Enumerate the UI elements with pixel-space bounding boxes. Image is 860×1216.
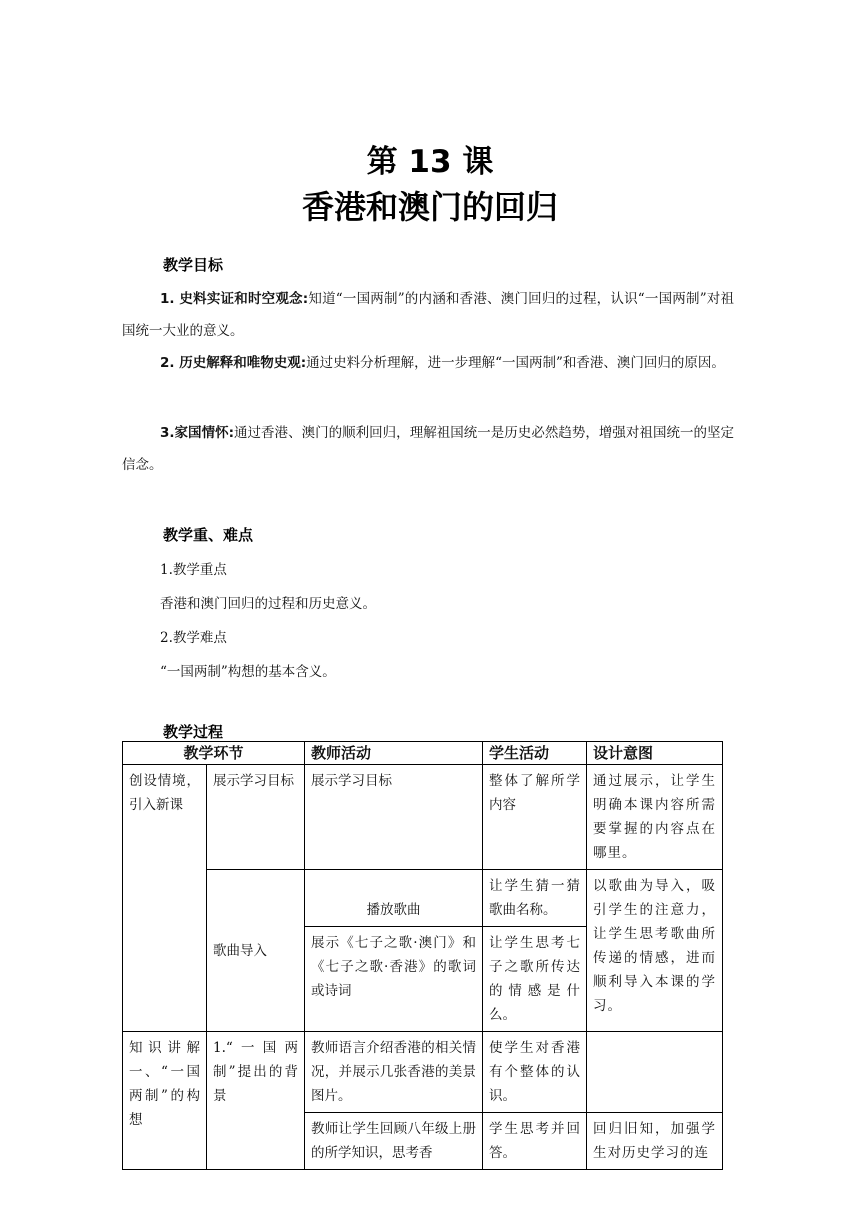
intent-cell: 以歌曲为导入，吸引学生的注意力，让学生思考歌曲所传递的情感，进而顺利导入本课的学习。 [587,870,723,1032]
focus-label: 1.教学重点 [160,562,227,578]
objective-2-text: 通过史料分析理解，进一步理解“一国两制”和香港、澳门回归的原因。 [306,355,725,371]
objectives-heading: 教学目标 [163,256,224,274]
key-points-heading: 教学重、难点 [163,526,254,544]
teacher-cell: 教师让学生回顾八年级上册的所学知识，思考香 [305,1113,483,1170]
process-table [122,741,723,1170]
objective-2 [122,347,734,379]
substage-cell: 展示学习目标 [207,765,305,870]
table-header-row [123,742,723,765]
objective-3-text: 通过香港、澳门的顺利回归，理解祖国统一是历史必然趋势，增强对祖国统一的坚定信念。 [122,425,735,473]
student-cell: 使学生对香港有个整体的认识。 [483,1032,587,1113]
col-header-student: 学生活动 [483,742,587,765]
intent-cell: 回归旧知，加强学生对历史学习的连 [587,1113,723,1170]
lesson-number: 第 13 课 [366,144,494,180]
table-row [123,765,723,870]
objective-1 [122,283,734,347]
student-cell: 让学生猜一猜歌曲名称。 [483,870,587,927]
teacher-cell: 展示《七子之歌·澳门》和《七子之歌·香港》的歌词或诗词 [305,927,483,1032]
table-row [123,870,723,927]
lesson-title: 香港和澳门的回归 [301,188,558,226]
student-cell: 学生思考并回答。 [483,1113,587,1170]
process-heading: 教学过程 [163,723,224,741]
teacher-cell: 播放歌曲 [305,870,483,927]
intent-cell: 通过展示，让学生明确本课内容所需要掌握的内容点在哪里。 [587,765,723,870]
objective-2-label: 2. 历史解释和唯物史观: [160,355,307,371]
intent-cell [587,1032,723,1113]
objective-3-label: 3.家国情怀: [160,425,234,441]
student-cell: 整体了解所学内容 [483,765,587,870]
substage-cell: 1.“一国两制”提出的背景 [207,1032,305,1170]
objective-1-label: 1. 史料实证和时空观念: [160,291,309,307]
teacher-cell: 教师语言介绍香港的相关情况，并展示几张香港的美景图片。 [305,1032,483,1113]
col-header-stage: 教学环节 [123,742,305,765]
stage-cell: 创设情境，引入新课 [123,765,207,1032]
difficulty-label: 2.教学难点 [160,630,227,646]
focus-text: 香港和澳门回归的过程和历史意义。 [160,596,376,612]
difficulty-text: “一国两制”构想的基本含义。 [160,664,336,680]
col-header-intent: 设计意图 [587,742,723,765]
substage-cell: 歌曲导入 [207,870,305,1032]
table-row [123,1032,723,1113]
col-header-teacher: 教师活动 [305,742,483,765]
objective-1-text: 知道“一国两制”的内涵和香港、澳门回归的过程，认识“一国两制”对祖国统一大业的意义。 [122,291,735,339]
objective-3 [122,417,734,481]
student-cell: 让学生思考七子之歌所传达的情感是什么。 [483,927,587,1032]
teacher-cell: 展示学习目标 [305,765,483,870]
stage-cell: 知识讲解一、“一国两制”的构想 [123,1032,207,1170]
